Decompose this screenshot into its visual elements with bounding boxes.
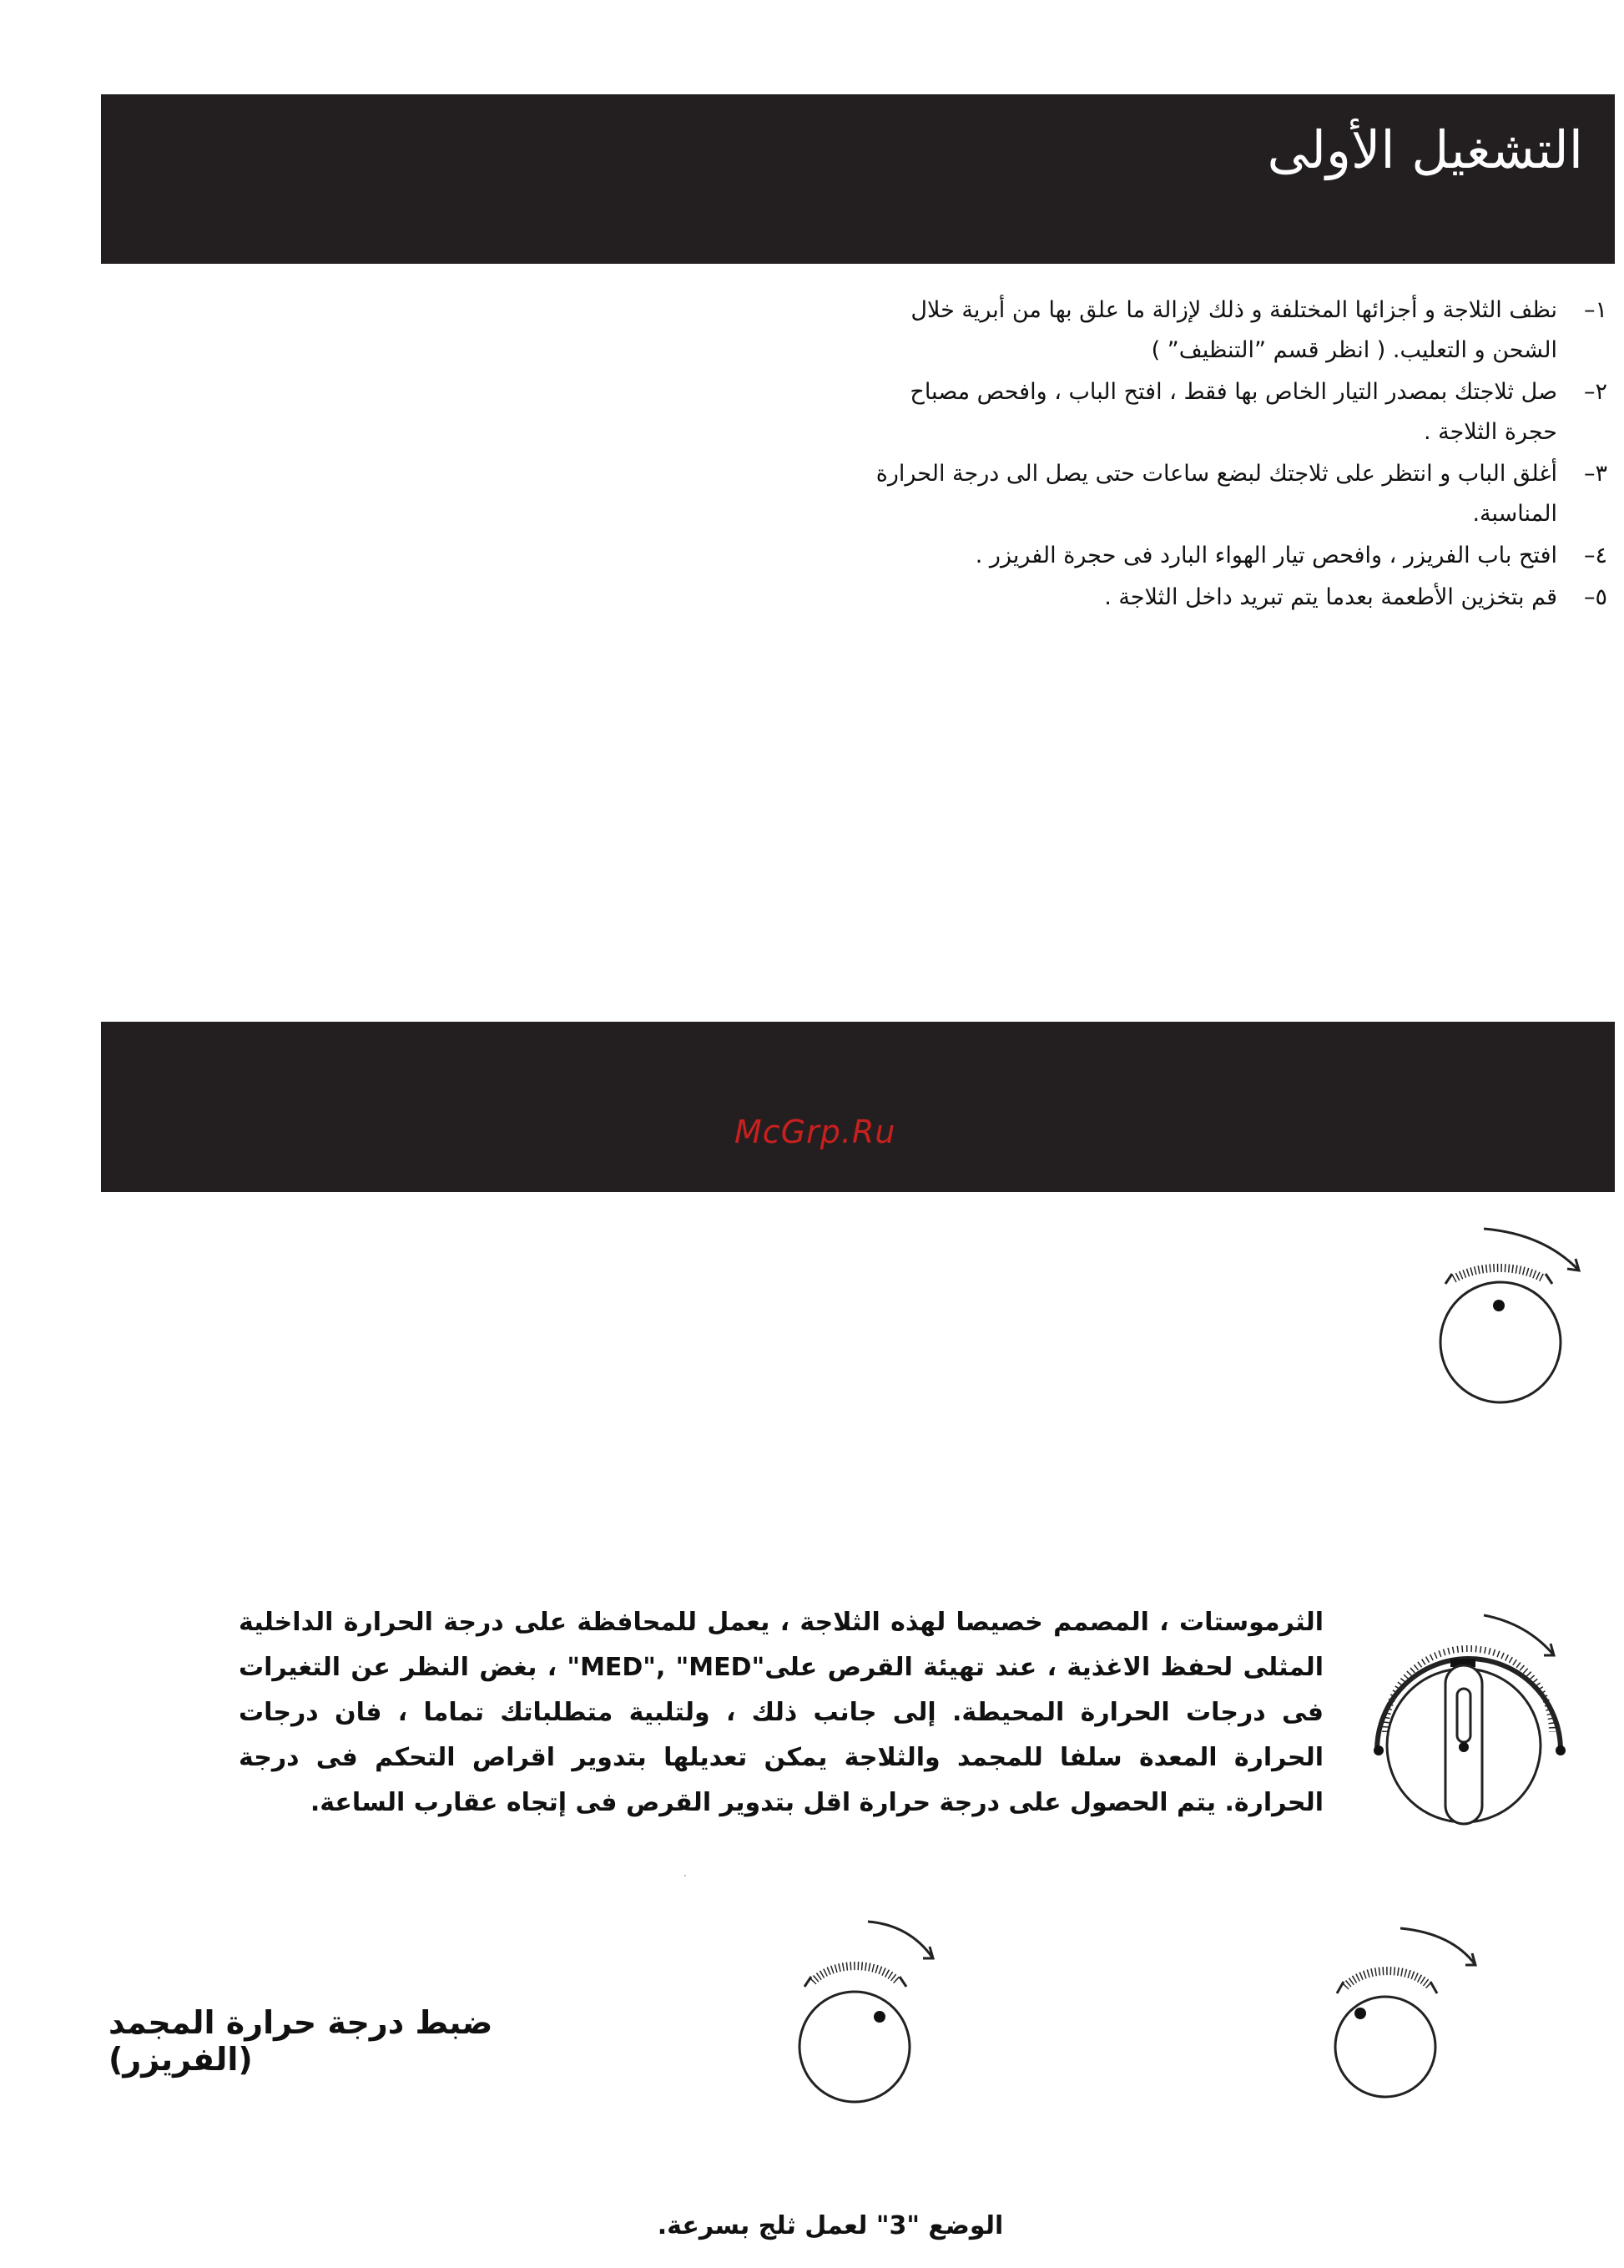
- dial-knob-icon: [1419, 1219, 1594, 1411]
- step-number: ٢–: [1583, 379, 1607, 405]
- thermostat-description: الثرموستات ، المصمم خصيصا لهذه الثلاجة ، يعمل للمحافظة على درجة الحرارة الداخلية المثلى لحفظ الاغذية ، عند تهيئة القرص على"MED", "MED" ، بغض النظر عن التغيرات فى درجات الحرارة المحيطة. إلى جانب ذلك ، ولتلبية متطلباتك تماما ، فان درجات الحرارة المعدة سلفا للمجمد والثلاجة يمكن تعديلها بتدوير اقراص التحكم فى درجة الحرارة. يتم الحصول على درجة حرارة اقل بتدوير القرص فى إتجاه عقارب الساعة.: [239, 1608, 1324, 1817]
- step-number: ٣–: [1583, 461, 1607, 487]
- freezer-dial-icon: [1327, 1920, 1485, 2104]
- list-item: [856, 536, 1607, 576]
- page-title: التشغيل الأولى: [1267, 119, 1583, 180]
- step-number: ٤–: [1583, 543, 1607, 568]
- list-item: [856, 290, 1607, 371]
- step-text: نظف الثلاجة و أجزائها المختلفة و ذلك لإزالة ما علق بها من أبرية خلال الشحن و التعليب. ( انظر قسم ”التنظيف” ): [910, 297, 1557, 363]
- step-text: أغلق الباب و انتظر على ثلاجتك لبضع ساعات حتى يصل الى درجة الحرارة المناسبة.: [875, 461, 1557, 527]
- section-banner: [101, 1022, 1615, 1192]
- list-item: [856, 578, 1607, 618]
- freezer-dial-icon: [793, 1912, 943, 2104]
- step-text: صل ثلاجتك بمصدر التيار الخاص بها فقط ، افتح الباب ، وافحص مصباح حجرة الثلاجة .: [910, 379, 1557, 445]
- step-text: افتح باب الفريزر ، وافحص تيار الهواء البارد فى حجرة الفريزر .: [975, 543, 1557, 568]
- list-item: [856, 372, 1607, 452]
- watermark: McGrp.Ru: [734, 1114, 896, 1150]
- step-number: ٥–: [1583, 584, 1607, 610]
- footer-note: الوضع "3" لعمل ثلج بسرعة.: [657, 2211, 1004, 2240]
- thermostat-dial-icon: [1360, 1607, 1577, 1841]
- speck: [684, 1875, 686, 1877]
- list-item: [856, 454, 1607, 534]
- step-number: ١–: [1583, 297, 1607, 323]
- steps-list: [856, 290, 1607, 619]
- section-heading: ضبط درجة حرارة المجمد (الفريزر): [108, 2004, 493, 2078]
- step-text: قم بتخزين الأطعمة بعدما يتم تبريد داخل الثلاجة .: [1104, 584, 1557, 610]
- header-banner: [101, 94, 1615, 264]
